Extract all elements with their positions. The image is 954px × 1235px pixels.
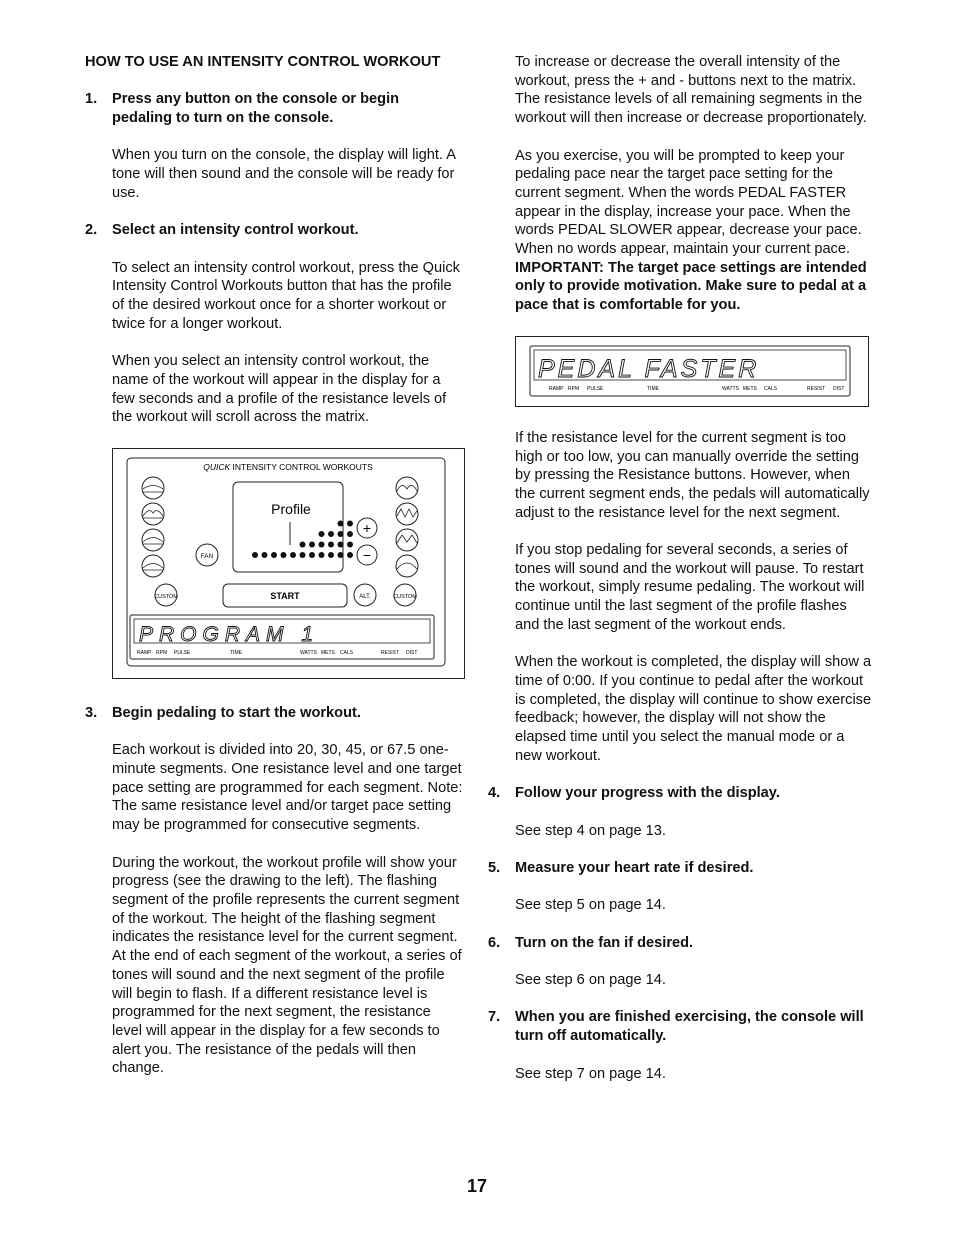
matrix-dot <box>338 520 344 526</box>
svg-text:WATTS: WATTS <box>722 385 739 392</box>
svg-text:CALS: CALS <box>764 385 778 392</box>
step-number: 4. <box>488 785 501 802</box>
step-4 <box>488 784 872 803</box>
profile-label: Profile <box>271 500 311 517</box>
profile-wave-icon <box>397 509 417 517</box>
svg-text:TIME: TIME <box>230 649 242 656</box>
right-column <box>488 53 872 1083</box>
step-reference: See step 6 on page 14. <box>515 972 666 989</box>
pedal-faster-figure <box>515 336 869 407</box>
matrix-dots <box>252 520 353 558</box>
step-5 <box>488 859 872 878</box>
svg-text:RESIST: RESIST <box>807 385 826 392</box>
matrix-dot <box>347 552 353 558</box>
workout-profile-icon[interactable] <box>396 477 418 499</box>
matrix-dot <box>319 552 325 558</box>
svg-text:PULSE: PULSE <box>174 649 191 656</box>
paragraph: When you select an intensity control workout, the name of the workout will appear in the display for a few seconds and a profile of the resistance levels of the workout will scroll across the matrix. <box>112 353 447 426</box>
step-6 <box>488 934 872 953</box>
step-2 <box>85 221 463 240</box>
matrix-dot <box>300 541 306 547</box>
workout-icons-right <box>396 477 418 577</box>
console-header: QUICK INTENSITY CONTROL WORKOUTS <box>203 461 373 472</box>
workout-profile-icon[interactable] <box>396 555 418 577</box>
step-number: 5. <box>488 859 501 876</box>
svg-text:METS: METS <box>743 385 757 392</box>
profile-matrix <box>233 482 343 572</box>
matrix-dot <box>262 552 268 558</box>
step-number: 3. <box>85 704 98 721</box>
svg-text:DIST: DIST <box>833 385 845 392</box>
step-number: 7. <box>488 1009 501 1026</box>
step-title: Select an intensity control workout. <box>112 222 359 239</box>
start-label: START <box>270 590 300 601</box>
profile-wave-icon <box>143 511 163 518</box>
svg-text:TIME: TIME <box>647 385 659 392</box>
svg-text:CALS: CALS <box>340 649 354 656</box>
lcd-display-text: PEDAL FASTER <box>538 354 760 383</box>
step-title: Follow your progress with the display. <box>515 785 780 802</box>
step-7 <box>488 1008 872 1045</box>
step-reference: See step 4 on page 13. <box>515 822 666 839</box>
step-title: When you are finished exercising, the console will turn off automatically. <box>515 1009 864 1045</box>
paragraph <box>488 147 872 315</box>
lcd-display-text: PROGRAM 1 <box>139 622 320 646</box>
step-title: Measure your heart rate if desired. <box>515 859 754 876</box>
minus-icon: − <box>362 546 372 563</box>
matrix-dot <box>309 552 315 558</box>
profile-wave-icon <box>143 537 163 544</box>
lcd-labels <box>137 650 417 656</box>
svg-text:PULSE: PULSE <box>587 385 604 392</box>
step-1 <box>85 90 463 127</box>
matrix-dot <box>281 552 287 558</box>
matrix-dot <box>347 541 353 547</box>
pedal-display-drawing <box>516 337 868 406</box>
step-title: Begin pedaling to start the workout. <box>112 704 361 721</box>
custom-right-label: CUSTOM <box>393 593 417 600</box>
matrix-dot <box>328 552 334 558</box>
svg-text:METS: METS <box>321 649 335 656</box>
step-title: Press any button on the console or begin pedaling to turn on the console. <box>112 91 400 127</box>
workout-profile-icon[interactable] <box>142 503 164 525</box>
paragraph: When you turn on the console, the display will light. A tone will then sound and the console will be ready for use. <box>112 147 456 201</box>
step-number: 6. <box>488 934 501 951</box>
important-note: IMPORTANT: The target pace settings are intended only to provide motivation. Make sure to pedal at a pace that is comfortable for you. <box>515 259 867 314</box>
profile-wave-icon <box>143 485 163 492</box>
profile-wave-icon <box>397 563 417 569</box>
alt-label: ALT. <box>359 593 371 600</box>
step-title: Turn on the fan if desired. <box>515 934 694 951</box>
plus-icon: + <box>362 519 372 536</box>
profile-wave-icon <box>397 535 417 543</box>
matrix-dot <box>328 531 334 537</box>
workout-icons-left <box>142 477 164 577</box>
paragraph: To increase or decrease the overall intensity of the workout, press the + and - buttons next to the matrix. The resistance levels of all remaining segments in the workout will then increase or decrease proportionately. <box>515 54 867 127</box>
step-3 <box>85 704 463 723</box>
lcd-labels <box>549 386 844 392</box>
console-drawing <box>113 449 464 678</box>
paragraph: To select an intensity control workout, press the Quick Intensity Control Workouts button that has the profile of the desired workout once for a shorter workout or twice for a longer workout. <box>112 259 460 332</box>
matrix-dot <box>300 552 306 558</box>
svg-text:RPM: RPM <box>156 649 168 656</box>
svg-text:RAMP: RAMP <box>549 385 564 392</box>
matrix-dot <box>338 541 344 547</box>
svg-text:RPM: RPM <box>568 385 580 392</box>
matrix-dot <box>338 552 344 558</box>
svg-text:DIST: DIST <box>406 649 418 656</box>
matrix-dot <box>338 531 344 537</box>
svg-text:RESIST: RESIST <box>381 649 400 656</box>
matrix-dot <box>309 541 315 547</box>
paragraph: If you stop pedaling for several seconds, a series of tones will sound and the workout will pause. To restart the workout, simply resume pedaling. The workout will continue until the last segment of the profile flashes and the last segment of the workout ends. <box>515 542 865 633</box>
console-figure <box>112 448 465 679</box>
svg-text:RAMP: RAMP <box>137 649 152 656</box>
matrix-dot <box>271 552 277 558</box>
matrix-dot <box>319 541 325 547</box>
step-number: 1. <box>85 91 98 108</box>
page-number: 17 <box>466 1176 488 1196</box>
section-heading: HOW TO USE AN INTENSITY CONTROL WORKOUT <box>85 54 441 70</box>
custom-left-label: CUSTOM <box>154 593 178 600</box>
step-reference: See step 5 on page 14. <box>515 897 666 914</box>
matrix-dot <box>328 541 334 547</box>
matrix-dot <box>347 531 353 537</box>
matrix-dot <box>252 552 258 558</box>
paragraph: When the workout is completed, the display will show a time of 0:00. If you continue to pedal after the workout is completed, the display will continue to show exercise feedback; however, the display will not show the elapsed time until you select the manual mode or a new workout. <box>515 654 872 764</box>
step-reference: See step 7 on page 14. <box>515 1065 666 1082</box>
matrix-dot <box>347 520 353 526</box>
paragraph: Each workout is divided into 20, 30, 45, or 67.5 one-minute segments. One resistance level and one target pace setting are programmed for each segment. Note: The same resistance level and/or target pace setting may be programmed for consecutive segments. <box>112 742 463 834</box>
step-number: 2. <box>85 222 98 239</box>
left-column <box>85 53 463 1078</box>
paragraph: If the resistance level for the current segment is too high or too low, you can manually override the setting by pressing the Resistance buttons. However, when the current segment ends, the pedals will automatically adjust to the resistance level for the next segment. <box>515 429 870 521</box>
profile-wave-icon <box>397 485 417 491</box>
matrix-dot <box>290 552 296 558</box>
fan-label: FAN <box>200 552 214 560</box>
profile-wave-icon <box>143 563 163 570</box>
matrix-dot <box>319 531 325 537</box>
paragraph: During the workout, the workout profile will show your progress (see the drawing to the left). The flashing segment of the profile represents the current segment of the workout. The height of the flashing segment indicates the resistance level for the current segment. At the end of each segment of the workout, a series of tones will sound and the next segment of the profile will begin to flash. If a different resistance level is programmed for the next segment, the resistance level will appear in the display for a few seconds to alert you. The resistance of the pedals will then change. <box>112 854 462 1077</box>
paragraph-text: As you exercise, you will be prompted to keep your pedaling pace near the target pace setting for the current segment. When the words PEDAL FASTER appear in the display, increase your pace. When the words PEDAL SLOWER appear, decrease your pace. When no words appear, maintain your current pace. <box>515 147 862 258</box>
svg-text:WATTS: WATTS <box>300 649 317 656</box>
